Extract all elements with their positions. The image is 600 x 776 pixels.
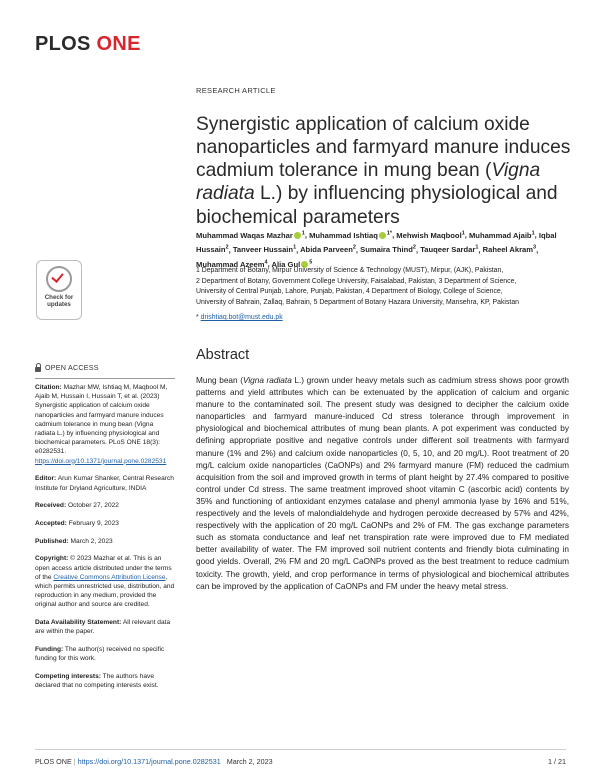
title-part-2: L.) by influencing physiological and biochemical parameters (196, 183, 558, 228)
affiliation-line: University of Bahrain, Zallaq, Bahrain, 5 Department of Botany Hazara University, Mansehra, KP, Pakistan (196, 298, 519, 306)
copyright: Copyright: © 2023 Mazhar et al. This is an open access article distributed under the terms of the Creative Commons Attribution License, which permits unrestricted use, distribution, and reproduction in any medium, provided the original author and source are credited. (35, 555, 175, 609)
author[interactable]: Mehwish Maqbool$^1$ (396, 230, 465, 240)
logo-plos: PLOS (35, 33, 91, 55)
published-date: Published: March 2, 2023 (35, 537, 113, 545)
check-updates-line2: updates (47, 301, 71, 308)
correspondence: * drishtiaq.bot@must.edu.pk (196, 314, 283, 321)
accepted-date: Accepted: February 9, 2023 (35, 519, 119, 527)
article-type: RESEARCH ARTICLE (196, 86, 276, 95)
author[interactable]: Tauqeer Sardar$^1$ (420, 244, 479, 255)
author[interactable]: Iqbal Hussain$^2$ (196, 230, 557, 255)
citation: Citation: Mazhar MW, Ishtiaq M, Maqbool M, Ajaib M, Hussain I, Hussain T, et al. (2023) Synergistic application of calcium oxide nanoparticles and farmyard manure induces cadmium tolerance in mung bean (Vigna radiata L.) by influencing physiological and biochemical parameters. PLoS ONE 18(3): e0282531. https://doi.org/10.1371/journal.pone.0282531 (35, 384, 168, 465)
author[interactable]: Raheel Akram$^3$ (482, 244, 537, 255)
editor: Editor: Arun Kumar Shanker, Central Research Institute for Dryland Agriculture, INDIA (35, 475, 174, 492)
author[interactable]: Muhammad Ishtiaq $^{1*}$ (309, 230, 393, 240)
author[interactable]: Tanveer Hussain$^1$ (232, 244, 297, 255)
page-footer: PLOS ONE | https://doi.org/10.1371/journal.pone.0282531 March 2, 2023 1 / 21 (35, 757, 566, 766)
correspondence-email-link[interactable]: drishtiaq.bot@must.edu.pk (200, 314, 283, 321)
affiliations (196, 266, 576, 308)
open-lock-icon (35, 367, 41, 372)
abstract-body: Mung bean (Vigna radiata L.) grown under heavy metals such as cadmium stress shows poor growth patterns and yield attributes which can be extenuated by the application of calcium and organic manure to the contaminated soil. The present study was designed to decipher the calcium oxide nanoparticles and farmyard manure-induced Cd stress tolerance through improvement in physiological and biochemical attributes of mung bean plants. A pot experiment was conducted by defining appropriate positive and negative controls under different soil treatments with farmyard manure (1% and 2%) and calcium oxide nanoparticles (0, 5, 10, and 20 mg/L). Root treatment of 20 mg/L calcium oxide nanoparticles (CaONPs) and 2% farmyard manure (FM) reduced the cadmium acquisition from the soil and improved growth in terms of plant height by 27.4% compared to positive control under Cd stress. The same treatment improved shoot vitamin C (ascorbic acid) contents by 35% and functioning of antioxidant enzymes catalase and phenyl ammonia lyase by 16% and 51%, respectively and the levels of malondialdehyde and hydrogen peroxide decreased by 57% and 42%, respectively with the application of 20 mg/L CaONPs and 2% of FM. The gas exchange parameters such as stomata conductance and leaf net transpiration rate were improved due to FM mediated better availability of water. The FM improved soil nutrient contents and friendly biota culminating in good yields. Overall, 2% FM and 20 mg/L CaONPs proved as the best treatment to reduce cadmium toxicity. The growth, yield, and crop performance in terms of physiological and biochemical attributes can be improved by the application of CaONPs and FM under the heavy metal stress. (196, 376, 569, 591)
footer-divider (35, 749, 566, 750)
journal-logo[interactable] (35, 33, 141, 56)
cc-license-link[interactable]: Creative Commons Attribution License (53, 573, 166, 581)
article-metadata-sidebar (35, 378, 175, 699)
title-italic-species: Vigna radiata (196, 160, 541, 205)
author[interactable]: Abida Parveen$^2$ (300, 244, 356, 255)
author-list: Muhammad Waqas Mazhar $^1$, Muhammad Ishtiaq $^{1*}$, Mehwish Maqbool$^1$, Muhammad Ajaib$^1$, Iqbal Hussain$^2$, Tanveer Hussain$^1$, Abida Parveen$^2$, Sumaira Thind$^2$, Tauqeer Sardar$^1$, Raheel Akram$^3$, Muhammad Azeem$^4$, Alia Gul $^5$ (196, 230, 557, 269)
footer-journal: PLOS ONE (35, 757, 72, 766)
article-title (196, 113, 576, 229)
page-number: 1 / 21 (548, 757, 566, 766)
author[interactable]: Muhammad Azeem$^4$ (196, 259, 268, 269)
author[interactable]: Alia Gul $^5$ (271, 259, 313, 269)
received-date: Received: October 27, 2022 (35, 502, 119, 510)
footer-doi-link[interactable]: https://doi.org/10.1371/journal.pone.0282531 (77, 757, 221, 766)
citation-doi-link[interactable]: https://doi.org/10.1371/journal.pone.0282531 (35, 457, 167, 465)
author[interactable]: Muhammad Waqas Mazhar $^1$ (196, 230, 305, 240)
title-part-1: Synergistic application of calcium oxide nanoparticles and farmyard manure induces cadmium tolerance in mung bean ( (196, 113, 571, 182)
author[interactable]: Muhammad Ajaib$^1$ (468, 230, 535, 240)
affiliation-line: University of Central Punjab, Lahore, Punjab, Pakistan, 4 Department of Biology, College of Science, (196, 288, 503, 295)
abstract-heading: Abstract (196, 347, 250, 363)
check-for-updates-badge[interactable] (36, 260, 82, 320)
orcid-icon[interactable] (379, 232, 386, 239)
check-updates-line1: Check for (44, 294, 74, 301)
competing-interests: Competing interests: The authors have declared that no competing interests exist. (35, 672, 159, 690)
logo-one: ONE (96, 33, 141, 55)
footer-date: March 2, 2023 (226, 757, 273, 766)
open-access-label: OPEN ACCESS (35, 363, 99, 372)
affiliation-line: 1 Department of Botany, Mirpur University of Science & Technology (MUST), Mirpur, (AJK), Pakistan, (196, 267, 504, 274)
affiliation-line: 2 Department of Botany, Government College University, Faisalabad, Pakistan, 3 Department of Science, (196, 277, 517, 285)
orcid-icon[interactable] (294, 232, 301, 239)
funding: Funding: The author(s) received no specific funding for this work. (35, 645, 165, 663)
check-updates-icon (46, 266, 72, 292)
data-availability: Data Availability Statement: All relevant data are within the paper. (35, 619, 171, 636)
author[interactable]: Sumaira Thind$^2$ (360, 244, 416, 255)
sidebar-divider (35, 378, 175, 379)
